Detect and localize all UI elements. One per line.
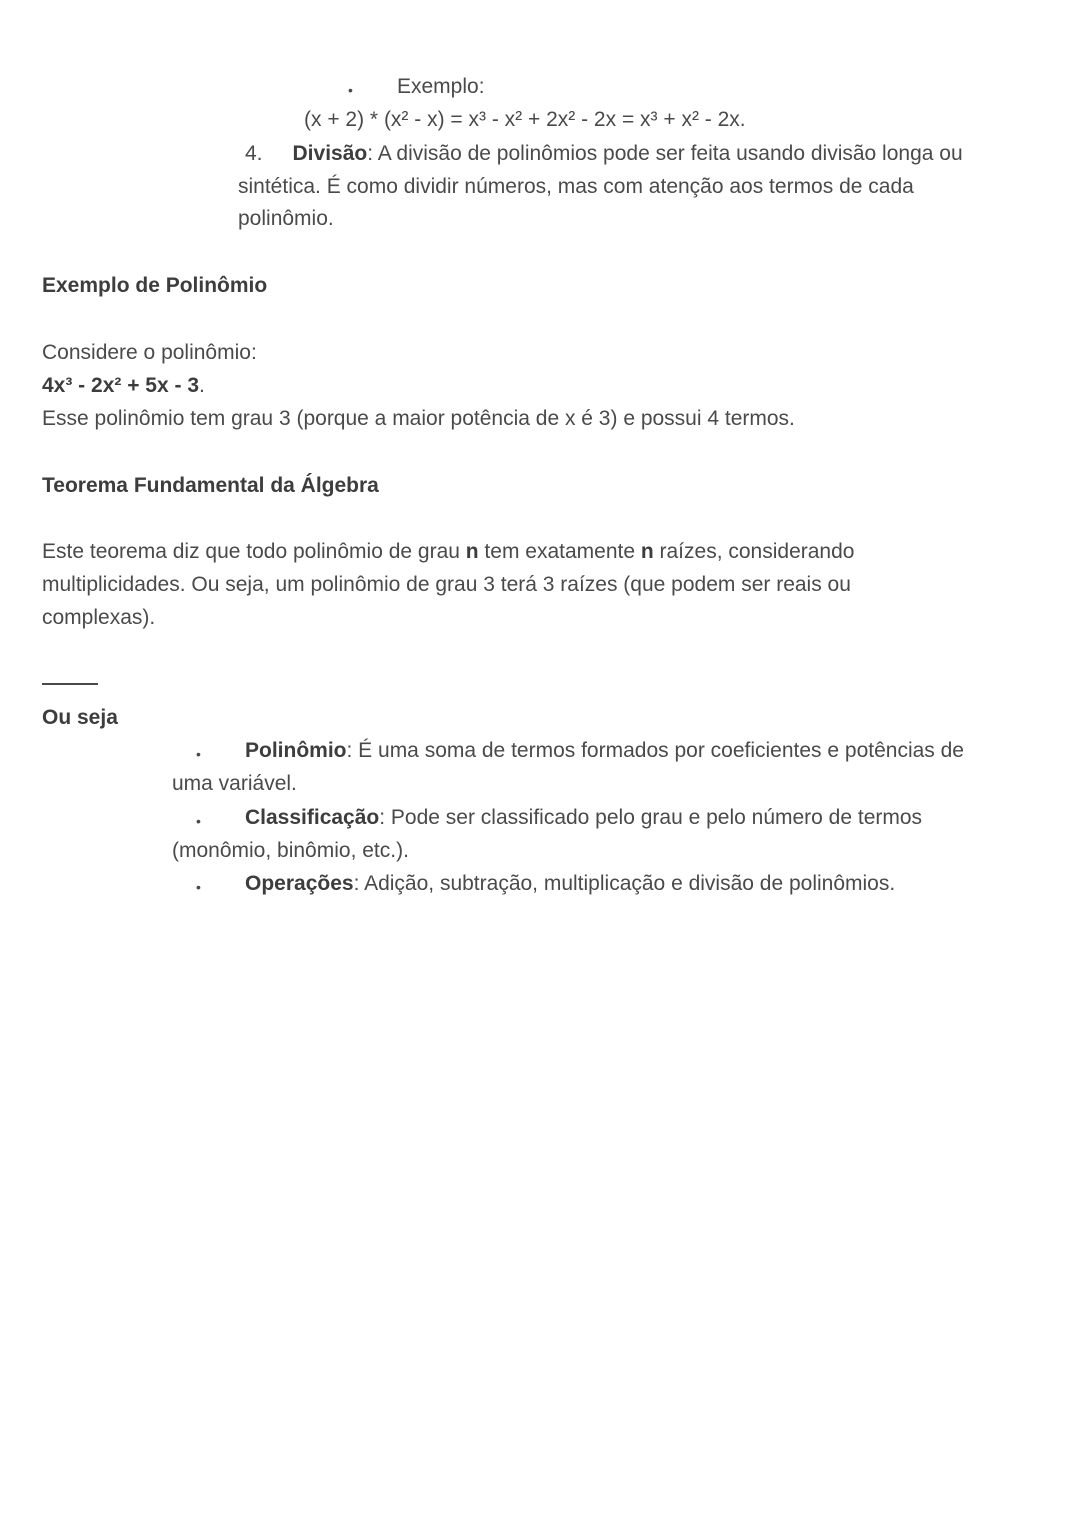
theorem-text-1 (42, 535, 854, 568)
summary-text-polinomio-2: uma variável. (172, 772, 297, 795)
polynomial-expression: 4x³ - 2x² + 5x - 3 (42, 374, 199, 397)
summary-item-operacoes (245, 867, 895, 900)
summary-text-polinomio: : É uma soma de termos formados por coeficientes e potências de (346, 739, 964, 762)
theorem-text-1c: raízes, considerando (653, 540, 855, 563)
summary-heading: Ou seja (42, 706, 118, 729)
summary-term-polinomio: Polinômio (245, 739, 347, 762)
summary-item-polinomio (245, 734, 964, 767)
summary-item-classificacao (245, 801, 922, 834)
theorem-text-1a: Este teorema diz que todo polinômio de grau (42, 540, 466, 563)
theorem-heading: Teorema Fundamental da Álgebra (42, 474, 379, 497)
polynomial-example-heading: Exemplo de Polinômio (42, 274, 268, 297)
section-divider (42, 683, 98, 685)
summary-bullet-2: • (196, 813, 201, 829)
summary-term-classificacao: Classificação (245, 806, 380, 829)
division-item-line1 (245, 137, 963, 170)
division-text-2: sintética. É como dividir números, mas com atenção aos termos de cada (238, 175, 914, 198)
division-number: 4. (245, 142, 263, 165)
theorem-n-1: n (465, 540, 479, 563)
theorem-text-3: complexas). (42, 606, 156, 629)
polynomial-expression-line (42, 369, 205, 402)
summary-text-operacoes: : Adição, subtração, multiplicação e divisão de polinômios. (353, 872, 896, 895)
polynomial-description: Esse polinômio tem grau 3 (porque a maior potência de x é 3) e possui 4 termos. (42, 407, 795, 430)
summary-bullet-1: • (196, 746, 201, 762)
summary-text-classificacao-2: (monômio, binômio, etc.). (172, 839, 409, 862)
division-text-3: polinômio. (238, 207, 334, 230)
summary-text-classificacao: : Pode ser classificado pelo grau e pelo número de termos (379, 806, 923, 829)
summary-bullet-3: • (196, 879, 201, 895)
example-bullet: • (348, 82, 353, 98)
division-text-1: : A divisão de polinômios pode ser feita usando divisão longa ou (367, 142, 963, 165)
polynomial-expression-end: . (199, 374, 205, 397)
theorem-n-2: n (640, 540, 654, 563)
division-term: Divisão (292, 142, 368, 165)
summary-term-operacoes: Operações (245, 872, 354, 895)
theorem-text-2: multiplicidades. Ou seja, um polinômio de grau 3 terá 3 raízes (que podem ser reais ou (42, 573, 851, 596)
polynomial-intro: Considere o polinômio: (42, 341, 257, 364)
example-equation: (x + 2) * (x² - x) = x³ - x² + 2x² - 2x = x³ + x² - 2x. (304, 108, 746, 131)
example-label: Exemplo: (397, 75, 485, 98)
theorem-text-1b: tem exatamente (478, 540, 641, 563)
